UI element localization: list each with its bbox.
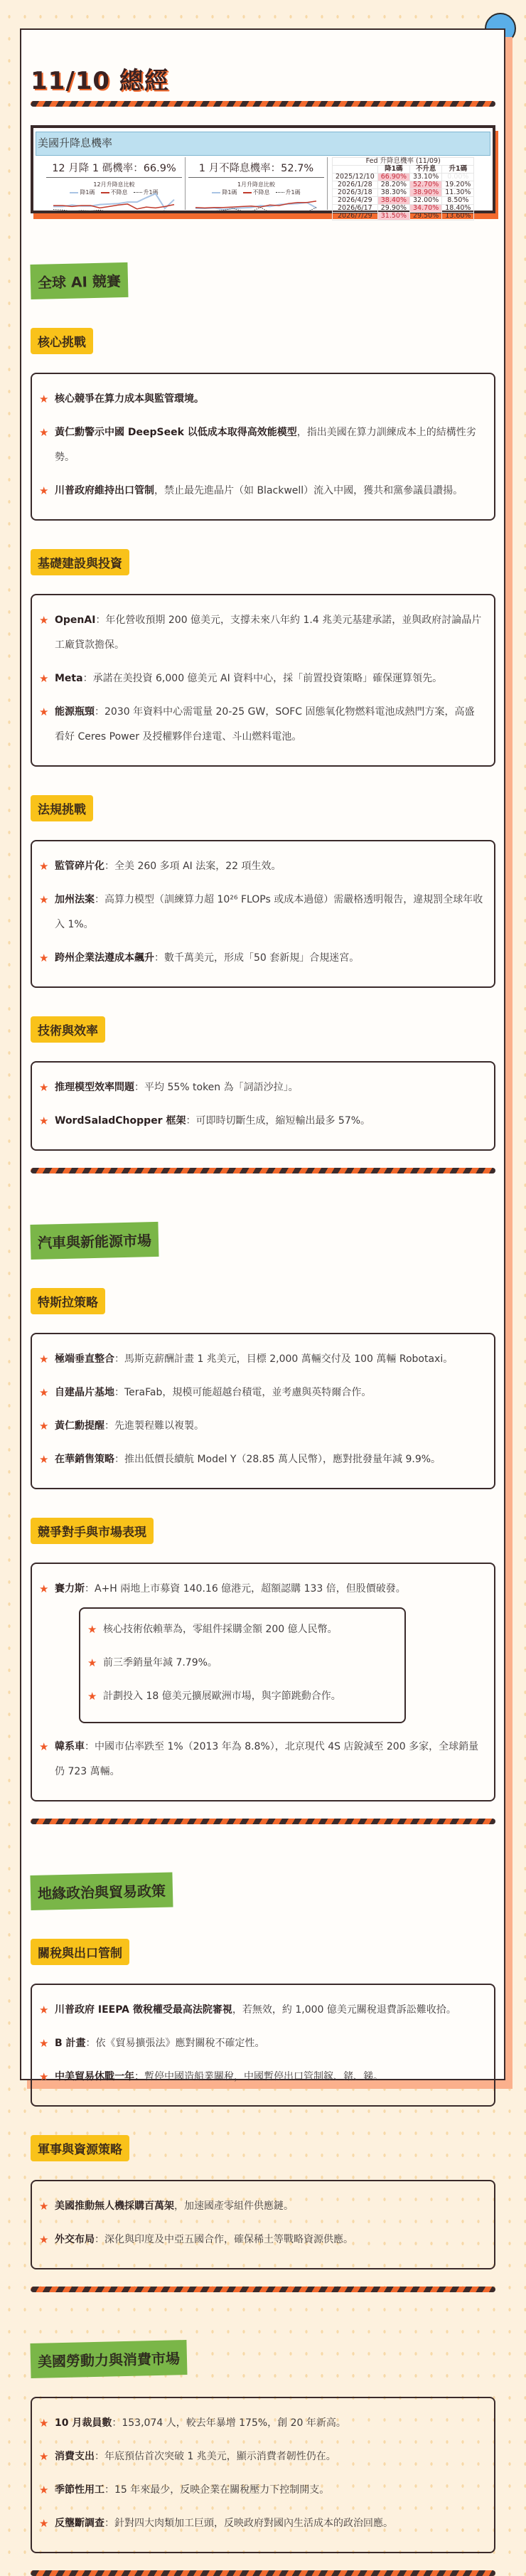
meeting-date: 2026/7/29 <box>333 213 378 220</box>
jan-line-chart <box>193 191 321 211</box>
star-icon: ★ <box>39 2003 49 2016</box>
table-col-header: 降1碼 <box>377 166 409 174</box>
legend-cut: 降1碼 <box>70 188 95 196</box>
table-row <box>333 197 474 205</box>
item-label: 反壟斷調查 <box>55 2518 104 2529</box>
probability-cell: 38.40% <box>377 197 409 205</box>
bullet-item <box>39 2065 484 2090</box>
page-title: 11/10 總經 <box>31 67 169 95</box>
bullet-item <box>39 2511 484 2536</box>
subsection-heading: 技術與效率 <box>31 1016 105 1043</box>
bullet-box <box>31 594 495 767</box>
star-icon: ★ <box>39 1386 49 1399</box>
bullet-item <box>39 700 484 750</box>
star-icon: ★ <box>39 672 49 685</box>
dec-headline: 12 月降 1 碼機率：66.9% <box>46 160 182 178</box>
section-heading: 地緣政治與貿易政策 <box>30 1872 173 1910</box>
bullet-item <box>39 479 484 504</box>
section-heading: 全球 AI 競賽 <box>30 262 128 299</box>
bullet-item <box>39 2411 484 2436</box>
dec-chart-title: 12月升降息比較 <box>93 181 135 188</box>
item-label: 川普政府維持出口管制 <box>55 485 154 496</box>
probability-cell: 29.50% <box>410 213 442 220</box>
probability-cell: 31.50% <box>377 213 409 220</box>
star-icon: ★ <box>39 860 49 873</box>
jan-chart-title: 1月升降息比較 <box>237 181 276 188</box>
bullet-item <box>39 1447 484 1472</box>
item-text: 計劃投入 18 億美元擴展歐洲市場，與字節跳動合作。 <box>103 1691 341 1702</box>
table-col-header: 升1碼 <box>442 166 474 174</box>
bullet-item <box>39 608 484 658</box>
table-title: Fed 升降息機率 (11/09) <box>333 158 474 166</box>
star-icon: ★ <box>39 1453 49 1466</box>
item-text: ：15 年來最少，反映企業在關稅壓力下控制開支。 <box>104 2484 330 2496</box>
item-label: 在華銷售策略 <box>55 1454 114 1465</box>
star-icon: ★ <box>87 1690 97 1703</box>
newsletter-card <box>20 28 505 2530</box>
item-text: ：高算力模型（訓練算力超 10²⁶ FLOPs 或成本過億）需嚴格透明報告，違規罰全球年收入 1%。 <box>55 894 483 930</box>
jan-headline: 1 月不降息機率：52.7% <box>188 160 324 178</box>
item-label: 季節性用工 <box>55 2484 104 2496</box>
probability-cell: 18.40% <box>442 205 474 213</box>
meeting-date: 2026/3/18 <box>333 189 378 197</box>
star-icon: ★ <box>39 2200 49 2213</box>
table-row <box>333 174 474 181</box>
legend-hike: 升1碼 <box>134 188 159 196</box>
star-icon: ★ <box>39 706 49 718</box>
meeting-date: 2026/1/28 <box>333 181 378 189</box>
fed-probability-table <box>332 157 474 220</box>
bullet-item <box>39 2031 484 2056</box>
item-label: 黃仁勳提醒 <box>55 1420 104 1432</box>
item-text: ：暫停中國造船業關稅，中國暫停出口管制鎵、鍺、銻。 <box>134 2071 383 2082</box>
bullet-item <box>39 2444 484 2469</box>
item-label: 外交布局 <box>55 2234 95 2245</box>
bullet-item <box>39 1735 484 1784</box>
jan-chart-panel <box>186 157 328 210</box>
item-text: ：全美 260 多項 AI 法案，22 項生效。 <box>104 861 281 872</box>
stripe-divider <box>31 1819 495 1824</box>
nested-bullet-item <box>87 1651 394 1676</box>
star-icon: ★ <box>39 1582 49 1595</box>
table-row <box>333 189 474 197</box>
item-label: 跨州企業法遵成本飆升 <box>55 952 154 964</box>
item-label: 賽力斯 <box>55 1583 85 1595</box>
item-text: ，禁止最先進晶片（如 Blackwell）流入中國，獲共和黨參議員讚揚。 <box>154 485 463 496</box>
star-icon: ★ <box>39 2450 49 2463</box>
item-text: ：先進製程難以複製。 <box>104 1420 204 1432</box>
bullet-item <box>39 387 484 412</box>
section-heading: 美國勞動力與消費市場 <box>30 2340 187 2378</box>
item-text: ：推出低價長續航 Model Y（28.85 萬人民幣），應對批發量年減 9.9%。 <box>114 1454 441 1465</box>
dec-line-chart <box>50 191 178 211</box>
bullet-box <box>31 1333 495 1489</box>
subsection-heading: 特斯拉策略 <box>31 1288 105 1314</box>
subsection-heading: 法規挑戰 <box>31 795 93 821</box>
star-icon: ★ <box>39 1740 49 1753</box>
bullet-box <box>31 840 495 988</box>
star-icon: ★ <box>39 2484 49 2496</box>
legend-hike: 升1碼 <box>276 188 301 196</box>
item-text: ：2030 年資料中心需電量 20-25 GW，SOFC 固態氧化物燃料電池成熱門方案，高盛看好 Ceres Power 及授權夥伴台達電、斗山燃料電池。 <box>55 706 475 743</box>
bullet-item <box>39 666 484 691</box>
item-text: ：深化與印度及中亞五國合作，確保稀土等戰略資源供應。 <box>95 2234 353 2245</box>
item-text: ：A+H 兩地上市募資 140.16 億港元，超額認購 133 倍，但股價破發。 <box>85 1583 406 1595</box>
probability-cell: 0.00% <box>442 174 474 181</box>
item-text: ：TeraFab，規模可能超越台積電，並考慮與英特爾合作。 <box>114 1387 372 1398</box>
probability-cell: 13.60% <box>442 213 474 220</box>
probability-cell: 34.70% <box>410 205 442 213</box>
stripe-divider <box>31 1168 495 1173</box>
bullet-item <box>39 2194 484 2219</box>
item-text: ：承諾在美投資 6,000 億美元 AI 資料中心，採「前置投資策略」確保運算領先。 <box>82 673 443 684</box>
stripe-divider <box>31 2287 495 2292</box>
star-icon: ★ <box>39 1420 49 1432</box>
nested-bullet-item <box>87 1684 394 1709</box>
item-label: OpenAI <box>55 614 96 626</box>
probability-cell: 29.90% <box>377 205 409 213</box>
item-text: ，若無效，約 1,000 億美元關稅退費訴訟難收拾。 <box>232 2004 456 2016</box>
bullet-item <box>39 1998 484 2023</box>
item-text: ：年底預估首次突破 1 兆美元，顯示消費者韌性仍在。 <box>95 2451 336 2462</box>
item-label: 核心競爭在算力成本與監管環境。 <box>55 393 204 405</box>
table-row <box>333 213 474 220</box>
table-row <box>333 205 474 213</box>
item-text: ：依《貿易擴張法》應對關稅不確定性。 <box>85 2038 265 2049</box>
bullet-box <box>31 2397 495 2553</box>
item-label: 黃仁勳警示中國 DeepSeek 以低成本取得高效能模型 <box>55 427 297 438</box>
star-icon: ★ <box>39 952 49 964</box>
item-label: WordSaladChopper 框架 <box>55 1115 186 1127</box>
bullet-item <box>39 1414 484 1439</box>
item-label: 消費支出 <box>55 2451 95 2462</box>
meeting-date: 2026/4/29 <box>333 197 378 205</box>
probability-cell: 38.90% <box>410 189 442 197</box>
series-line-hike <box>53 210 174 212</box>
item-label: 10 月裁員數 <box>55 2417 112 2429</box>
probability-cell: 33.10% <box>410 174 442 181</box>
nested-box <box>79 1607 406 1723</box>
probability-cell: 32.00% <box>410 197 442 205</box>
item-label: 自建晶片基地 <box>55 1387 114 1398</box>
bullet-box <box>31 2180 495 2269</box>
section-heading: 汽車與新能源市場 <box>30 1222 159 1260</box>
sections <box>31 213 495 2576</box>
series-line-hold <box>195 201 316 208</box>
item-label: 推理模型效率問題 <box>55 1082 134 1093</box>
table-corner <box>333 166 378 174</box>
legend-hold: 不降息 <box>101 188 128 196</box>
star-icon: ★ <box>87 1656 97 1669</box>
item-label: B 計畫 <box>55 2038 86 2049</box>
item-text: ：年化營收預期 200 億美元，支撐未來八年約 1.4 兆美元基建承諾，並與政府討論晶片工廠貸款擔保。 <box>55 614 482 651</box>
item-text: ：平均 55% token 為「詞語沙拉」。 <box>134 1082 299 1093</box>
item-label: 極端垂直整合 <box>55 1353 114 1365</box>
bullet-item <box>39 854 484 879</box>
probability-cell: 66.90% <box>377 174 409 181</box>
subsection-heading: 基礎建設與投資 <box>31 549 129 575</box>
meeting-date: 2026/6/17 <box>333 205 378 213</box>
subsection-heading: 競爭對手與市場表現 <box>31 1518 154 1544</box>
item-text: ：中國市佔率跌至 1%（2013 年為 8.8%），北京現代 4S 店銳減至 200 多家，全球銷量仍 723 萬輛。 <box>55 1741 479 1777</box>
legend-hold: 不降息 <box>243 188 270 196</box>
star-icon: ★ <box>39 1353 49 1366</box>
star-icon: ★ <box>39 893 49 906</box>
star-icon: ★ <box>39 1081 49 1094</box>
star-icon: ★ <box>39 614 49 627</box>
bullet-item <box>39 946 484 971</box>
item-text: ：153,074 人，較去年暴增 175%，創 20 年新高。 <box>112 2417 346 2429</box>
dec-chart-panel <box>43 157 186 210</box>
subsection-heading: 核心挑戰 <box>31 328 93 354</box>
fed-panel-header: 美國升降息機率 <box>36 132 490 156</box>
probability-cell: 28.20% <box>377 181 409 189</box>
item-text: 前三季銷量年減 7.79%。 <box>103 1657 218 1668</box>
star-icon: ★ <box>39 484 49 497</box>
star-icon: ★ <box>39 2417 49 2429</box>
subsection-heading: 軍事與資源策略 <box>31 2135 129 2161</box>
star-icon: ★ <box>39 2037 49 2050</box>
legend-cut: 降1碼 <box>212 188 237 196</box>
item-label: 加州法案 <box>55 894 95 905</box>
star-icon: ★ <box>39 1114 49 1127</box>
star-icon: ★ <box>39 393 49 405</box>
probability-cell: 11.30% <box>442 189 474 197</box>
stripe-divider <box>31 2570 495 2576</box>
table-col-header: 不升息 <box>410 166 442 174</box>
fed-rate-panel <box>31 125 495 220</box>
item-text: ：可即時切斷生成，縮短輸出最多 57%。 <box>186 1115 371 1127</box>
item-text: ，加速國產零組件供應鏈。 <box>174 2200 294 2212</box>
item-text: ：針對四大肉類加工巨頭，反映政府對國內生活成本的政治回應。 <box>104 2518 393 2529</box>
item-label: 能源瓶頸 <box>55 706 95 718</box>
probability-cell: 8.50% <box>442 197 474 205</box>
bullet-item <box>39 1577 484 1726</box>
item-text: ，指出美國在算力訓練成本上的結構性劣勢。 <box>55 427 476 463</box>
item-label: 中美貿易休戰一年 <box>55 2071 134 2082</box>
bullet-item <box>39 1380 484 1405</box>
item-label: 川普政府 IEEPA 徵稅權受最高法院審視 <box>55 2004 232 2016</box>
table-row <box>333 181 474 189</box>
star-icon: ★ <box>39 426 49 439</box>
item-label: 監管碎片化 <box>55 861 104 872</box>
subsection-heading: 關稅與出口管制 <box>31 1939 129 1965</box>
stripe-divider <box>31 101 495 107</box>
bullet-item <box>39 2228 484 2252</box>
item-label: 美國推動無人機採購百萬架 <box>55 2200 174 2212</box>
item-text: 核心技術依賴華為，零組件採購金額 200 億人民幣。 <box>103 1624 338 1635</box>
probability-cell: 19.20% <box>442 181 474 189</box>
probability-cell: 52.70% <box>410 181 442 189</box>
meeting-date: 2025/12/10 <box>333 174 378 181</box>
probability-cell: 38.30% <box>377 189 409 197</box>
star-icon: ★ <box>39 2517 49 2530</box>
item-label: Meta <box>55 673 83 684</box>
bullet-item <box>39 1075 484 1100</box>
star-icon: ★ <box>39 2233 49 2246</box>
bullet-box <box>31 1563 495 1801</box>
bullet-box <box>31 1061 495 1151</box>
item-label: 韓系車 <box>55 1741 85 1752</box>
star-icon: ★ <box>87 1623 97 1636</box>
nested-bullet-item <box>87 1617 394 1642</box>
bullet-item <box>39 2478 484 2503</box>
bullet-box <box>31 1984 495 2107</box>
bullet-item <box>39 888 484 937</box>
bullet-item <box>39 420 484 470</box>
bullet-item <box>39 1109 484 1134</box>
star-icon: ★ <box>39 2070 49 2083</box>
bullet-item <box>39 1347 484 1372</box>
item-text: ：數千萬美元，形成「50 套新規」合規迷宮。 <box>154 952 360 964</box>
bullet-box <box>31 373 495 521</box>
item-text: ：馬斯克薪酬計畫 1 兆美元，目標 2,000 萬輛交付及 100 萬輛 Robotaxi。 <box>114 1353 453 1365</box>
